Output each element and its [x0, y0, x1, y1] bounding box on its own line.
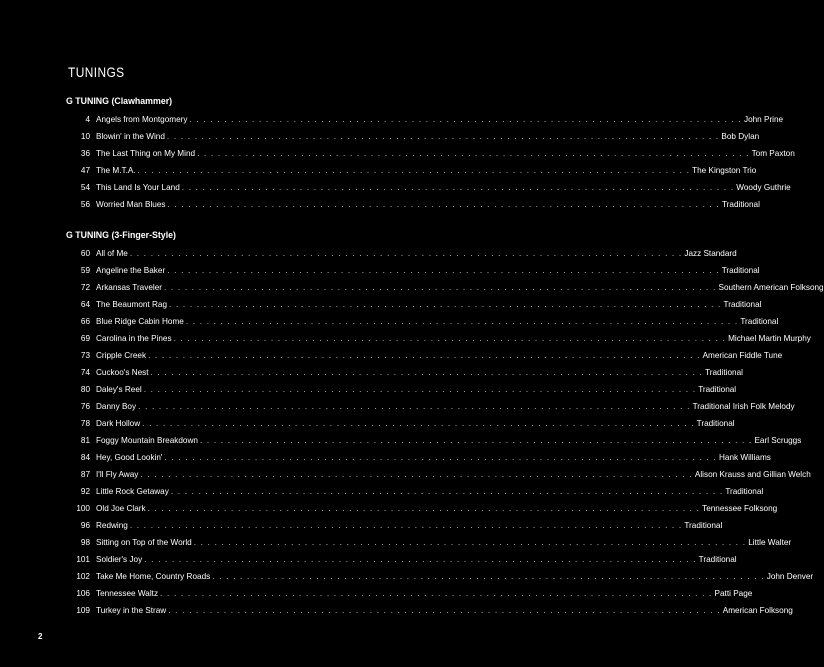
list-item[interactable] — [66, 364, 743, 381]
song-title: Cuckoo's Nest — [96, 368, 149, 377]
artist-name: Traditional — [705, 368, 743, 377]
list-item[interactable] — [66, 296, 762, 313]
artist-name: Woody Guthrie — [736, 183, 791, 192]
artist-name: The Kingston Trio — [692, 166, 757, 175]
page-number-ref: 64 — [80, 300, 90, 309]
dot-leader: . . . . . . . . . . . . . . . . . . . . . . . . . . . . . . . . . . . . . . . . . . . . . . . . . . . . . . . . . . . . . . . . . . . . . . . . . . . . . . . . — [189, 115, 742, 124]
list-item[interactable] — [66, 347, 783, 364]
song-title: Little Rock Getaway — [96, 487, 169, 496]
dot-leader: . . . . . . . . . . . . . . . . . . . . . . . . . . . . . . . . . . . . . . . . . . . . . . . . . . . . . . . . . . . . . . . . . . . . . . . . . . . . . . . . — [193, 538, 747, 547]
dot-leader: . . . . . . . . . . . . . . . . . . . . . . . . . . . . . . . . . . . . . . . . . . . . . . . . . . . . . . . . . . . . . . . . . . . . . . . . . . . . . . . . — [164, 453, 717, 462]
page-number-ref: 60 — [80, 249, 90, 258]
artist-name: Traditional — [721, 266, 760, 275]
dot-leader: . . . . . . . . . . . . . . . . . . . . . . . . . . . . . . . . . . . . . . . . . . . . . . . . . . . . . . . . . . . . . . . . . . . . . . . . . . . . . . . . — [129, 521, 683, 530]
song-title: Cripple Creek — [96, 351, 147, 360]
list-item[interactable] — [66, 196, 760, 213]
song-title: Daley's Reel — [96, 385, 142, 394]
song-title: Tennessee Waltz — [96, 589, 159, 598]
entry-list — [66, 111, 795, 213]
dot-leader: . . . . . . . . . . . . . . . . . . . . . . . . . . . . . . . . . . . . . . . . . . . . . . . . . . . . . . . . . . . . . . . . . . . . . . . . . . . . . . . . — [148, 351, 701, 360]
song-title: Take Me Home, Country Roads — [96, 572, 211, 581]
page-number-ref: 10 — [80, 132, 90, 141]
artist-name: Traditional Irish Folk Melody — [692, 402, 795, 411]
artist-name: John Denver — [766, 572, 814, 581]
page-number-ref: 78 — [80, 419, 90, 428]
dot-leader: . . . . . . . . . . . . . . . . . . . . . . . . . . . . . . . . . . . . . . . . . . . . . . . . . . . . . . . . . . . . . . . . . . . . . . . . . . . . . . . . — [181, 183, 735, 192]
page-number-ref: 69 — [80, 334, 90, 343]
page-number-ref: 54 — [80, 183, 90, 192]
list-item[interactable] — [66, 398, 795, 415]
page-number-ref: 106 — [76, 589, 90, 598]
song-title: Hey, Good Lookin' — [96, 453, 163, 462]
list-item[interactable] — [66, 313, 779, 330]
song-title: Danny Boy — [96, 402, 137, 411]
song-title: Arkansas Traveler — [96, 283, 162, 292]
song-title: Sitting on Top of the World — [96, 538, 192, 547]
artist-name: Jazz Standard — [684, 249, 737, 258]
artist-name: Traditional — [721, 200, 760, 209]
song-title: I'll Fly Away — [96, 470, 139, 479]
section-title: G TUNING (Clawhammer) — [66, 96, 173, 106]
song-title: Foggy Mountain Breakdown — [96, 436, 198, 445]
section-title: G TUNING (3-Finger-Style) — [66, 230, 176, 240]
artist-name: Tom Paxton — [751, 149, 795, 158]
dot-leader: . . . . . . . . . . . . . . . . . . . . . . . . . . . . . . . . . . . . . . . . . . . . . . . . . . . . . . . . . . . . . . . . . . . . . . . . . . . . . . . . — [169, 300, 722, 309]
artist-name: Traditional — [696, 419, 735, 428]
artist-name: American Folksong — [722, 606, 793, 615]
artist-name: Tennessee Folksong — [702, 504, 778, 513]
page-number-ref: 101 — [76, 555, 90, 564]
list-item[interactable] — [66, 145, 795, 162]
artist-name: Traditional — [723, 300, 762, 309]
artist-name: Michael Martin Murphy — [728, 334, 811, 343]
artist-name: Traditional — [725, 487, 764, 496]
dot-leader: . . . . . . . . . . . . . . . . . . . . . . . . . . . . . . . . . . . . . . . . . . . . . . . . . . . . . . . . . . . . . . . . . . . . . . . . . . . . . . . . — [160, 589, 713, 598]
page-number: 2 — [38, 632, 43, 641]
page-number-ref: 84 — [80, 453, 90, 462]
dot-leader: . . . . . . . . . . . . . . . . . . . . . . . . . . . . . . . . . . . . . . . . . . . . . . . . . . . . . . . . . . . . . . . . . . . . . . . . . . . . . . . . — [142, 419, 695, 428]
dot-leader: . . . . . . . . . . . . . . . . . . . . . . . . . . . . . . . . . . . . . . . . . . . . . . . . . . . . . . . . . . . . . . . . . . . . . . . . . . . . . . . . — [143, 385, 697, 394]
artist-name: Earl Scruggs — [754, 436, 802, 445]
list-item[interactable] — [66, 162, 757, 179]
page-number-ref: 76 — [80, 402, 90, 411]
list-item[interactable] — [66, 432, 802, 449]
list-item[interactable] — [66, 128, 760, 145]
song-title: Angeline the Baker — [96, 266, 166, 275]
artist-name: Traditional — [698, 385, 737, 394]
artist-name: Alison Krauss and Gillian Welch — [694, 470, 811, 479]
dot-leader: . . . . . . . . . . . . . . . . . . . . . . . . . . . . . . . . . . . . . . . . . . . . . . . . . . . . . . . . . . . . . . . . . . . . . . . . . . . . . . . . — [167, 200, 720, 209]
dot-leader: . . . . . . . . . . . . . . . . . . . . . . . . . . . . . . . . . . . . . . . . . . . . . . . . . . . . . . . . . . . . . . . . . . . . . . . . . . . . . . . . — [199, 436, 753, 445]
entry-list — [66, 245, 824, 619]
list-item[interactable] — [66, 449, 771, 466]
artist-name: Traditional — [684, 521, 723, 530]
page-number-ref: 87 — [80, 470, 90, 479]
song-title: This Land Is Your Land — [96, 183, 180, 192]
section-g-tuning-clawhammer — [66, 94, 795, 213]
dot-leader: . . . . . . . . . . . . . . . . . . . . . . . . . . . . . . . . . . . . . . . . . . . . . . . . . . . . . . . . . . . . . . . . . . . . . . . . . . . . . . . . — [173, 334, 727, 343]
page-number-ref: 74 — [80, 368, 90, 377]
song-title: Worried Man Blues — [96, 200, 166, 209]
artist-name: Southern American Folksong — [718, 283, 824, 292]
list-item[interactable] — [66, 381, 737, 398]
artist-name: Patti Page — [714, 589, 753, 598]
song-title: Carolina in the Pines — [96, 334, 172, 343]
dot-leader: . . . . . . . . . . . . . . . . . . . . . . . . . . . . . . . . . . . . . . . . . . . . . . . . . . . . . . . . . . . . . . . . . . . . . . . . . . . . . . . . — [147, 504, 701, 513]
artist-name: Traditional — [698, 555, 737, 564]
list-item[interactable] — [66, 568, 814, 585]
song-title: The Beaumont Rag — [96, 300, 168, 309]
artist-name: Little Walter — [748, 538, 792, 547]
list-item[interactable] — [66, 179, 791, 196]
page-number-ref: 59 — [80, 266, 90, 275]
artist-name: Traditional — [740, 317, 779, 326]
page-number-ref: 96 — [80, 521, 90, 530]
song-title: Blue Ridge Cabin Home — [96, 317, 184, 326]
page-number-ref: 73 — [80, 351, 90, 360]
song-title: The Last Thing on My Mind — [96, 149, 196, 158]
song-title: Turkey in the Straw — [96, 606, 167, 615]
artist-name: Hank Williams — [719, 453, 771, 462]
list-item[interactable] — [66, 517, 723, 534]
artist-name: Bob Dylan — [721, 132, 760, 141]
page-number-ref: 109 — [76, 606, 90, 615]
dot-leader: . . . . . . . . . . . . . . . . . . . . . . . . . . . . . . . . . . . . . . . . . . . . . . . . . . . . . . . . . . . . . . . . . . . . . . . . . . . . . . . . — [150, 368, 704, 377]
list-item[interactable] — [66, 602, 793, 619]
artist-name: American Fiddle Tune — [702, 351, 783, 360]
song-title: Dark Hollow — [96, 419, 141, 428]
list-item[interactable] — [66, 279, 824, 296]
page-number-ref: 4 — [85, 115, 90, 124]
list-item[interactable] — [66, 500, 778, 517]
song-title: Old Joe Clark — [96, 504, 146, 513]
song-title: Redwing — [96, 521, 128, 530]
page-number-ref: 81 — [80, 436, 90, 445]
page-number-ref: 100 — [76, 504, 90, 513]
dot-leader: . . . . . . . . . . . . . . . . . . . . . . . . . . . . . . . . . . . . . . . . . . . . . . . . . . . . . . . . . . . . . . . . . . . . . . . . . . . . . . . . — [137, 166, 691, 175]
artist-name: John Prine — [743, 115, 784, 124]
dot-leader: . . . . . . . . . . . . . . . . . . . . . . . . . . . . . . . . . . . . . . . . . . . . . . . . . . . . . . . . . . . . . . . . . . . . . . . . . . . . . . . . — [144, 555, 697, 564]
page-number-ref: 66 — [80, 317, 90, 326]
page-number-ref: 72 — [80, 283, 90, 292]
song-title: Soldier's Joy — [96, 555, 143, 564]
list-item[interactable] — [66, 330, 811, 347]
dot-leader: . . . . . . . . . . . . . . . . . . . . . . . . . . . . . . . . . . . . . . . . . . . . . . . . . . . . . . . . . . . . . . . . . . . . . . . . . . . . . . . . — [212, 572, 765, 581]
list-item[interactable] — [66, 111, 784, 128]
dot-leader: . . . . . . . . . . . . . . . . . . . . . . . . . . . . . . . . . . . . . . . . . . . . . . . . . . . . . . . . . . . . . . . . . . . . . . . . . . . . . . . . — [167, 266, 720, 275]
list-item[interactable] — [66, 262, 760, 279]
song-title: The M.T.A. — [96, 166, 136, 175]
page-number-ref: 92 — [80, 487, 90, 496]
list-item[interactable] — [66, 466, 811, 483]
list-item[interactable] — [66, 245, 737, 262]
page-number-ref: 102 — [76, 572, 90, 581]
song-title: Angels from Montgomery — [96, 115, 188, 124]
dot-leader: . . . . . . . . . . . . . . . . . . . . . . . . . . . . . . . . . . . . . . . . . . . . . . . . . . . . . . . . . . . . . . . . . . . . . . . . . . . . . . . . — [197, 149, 750, 158]
dot-leader: . . . . . . . . . . . . . . . . . . . . . . . . . . . . . . . . . . . . . . . . . . . . . . . . . . . . . . . . . . . . . . . . . . . . . . . . . . . . . . . . — [185, 317, 739, 326]
dot-leader: . . . . . . . . . . . . . . . . . . . . . . . . . . . . . . . . . . . . . . . . . . . . . . . . . . . . . . . . . . . . . . . . . . . . . . . . . . . . . . . . — [138, 402, 691, 411]
page-number-ref: 98 — [80, 538, 90, 547]
song-title: All of Me — [96, 249, 128, 258]
song-title: Blowin' in the Wind — [96, 132, 165, 141]
page-number-ref: 36 — [80, 149, 90, 158]
dot-leader: . . . . . . . . . . . . . . . . . . . . . . . . . . . . . . . . . . . . . . . . . . . . . . . . . . . . . . . . . . . . . . . . . . . . . . . . . . . . . . . . — [163, 283, 717, 292]
page-heading: TUNINGS — [68, 64, 125, 80]
page-number-ref: 80 — [80, 385, 90, 394]
list-item[interactable] — [66, 551, 737, 568]
dot-leader: . . . . . . . . . . . . . . . . . . . . . . . . . . . . . . . . . . . . . . . . . . . . . . . . . . . . . . . . . . . . . . . . . . . . . . . . . . . . . . . . — [166, 132, 720, 141]
list-item[interactable] — [66, 483, 764, 500]
list-item[interactable] — [66, 585, 753, 602]
dot-leader: . . . . . . . . . . . . . . . . . . . . . . . . . . . . . . . . . . . . . . . . . . . . . . . . . . . . . . . . . . . . . . . . . . . . . . . . . . . . . . . . — [168, 606, 721, 615]
list-item[interactable] — [66, 415, 735, 432]
dot-leader: . . . . . . . . . . . . . . . . . . . . . . . . . . . . . . . . . . . . . . . . . . . . . . . . . . . . . . . . . . . . . . . . . . . . . . . . . . . . . . . . — [170, 487, 724, 496]
page-number-ref: 47 — [80, 166, 90, 175]
dot-leader: . . . . . . . . . . . . . . . . . . . . . . . . . . . . . . . . . . . . . . . . . . . . . . . . . . . . . . . . . . . . . . . . . . . . . . . . . . . . . . . . — [129, 249, 683, 258]
list-item[interactable] — [66, 534, 792, 551]
dot-leader: . . . . . . . . . . . . . . . . . . . . . . . . . . . . . . . . . . . . . . . . . . . . . . . . . . . . . . . . . . . . . . . . . . . . . . . . . . . . . . . . — [140, 470, 693, 479]
page-number-ref: 56 — [80, 200, 90, 209]
section-g-tuning-3-finger-style — [66, 228, 824, 619]
